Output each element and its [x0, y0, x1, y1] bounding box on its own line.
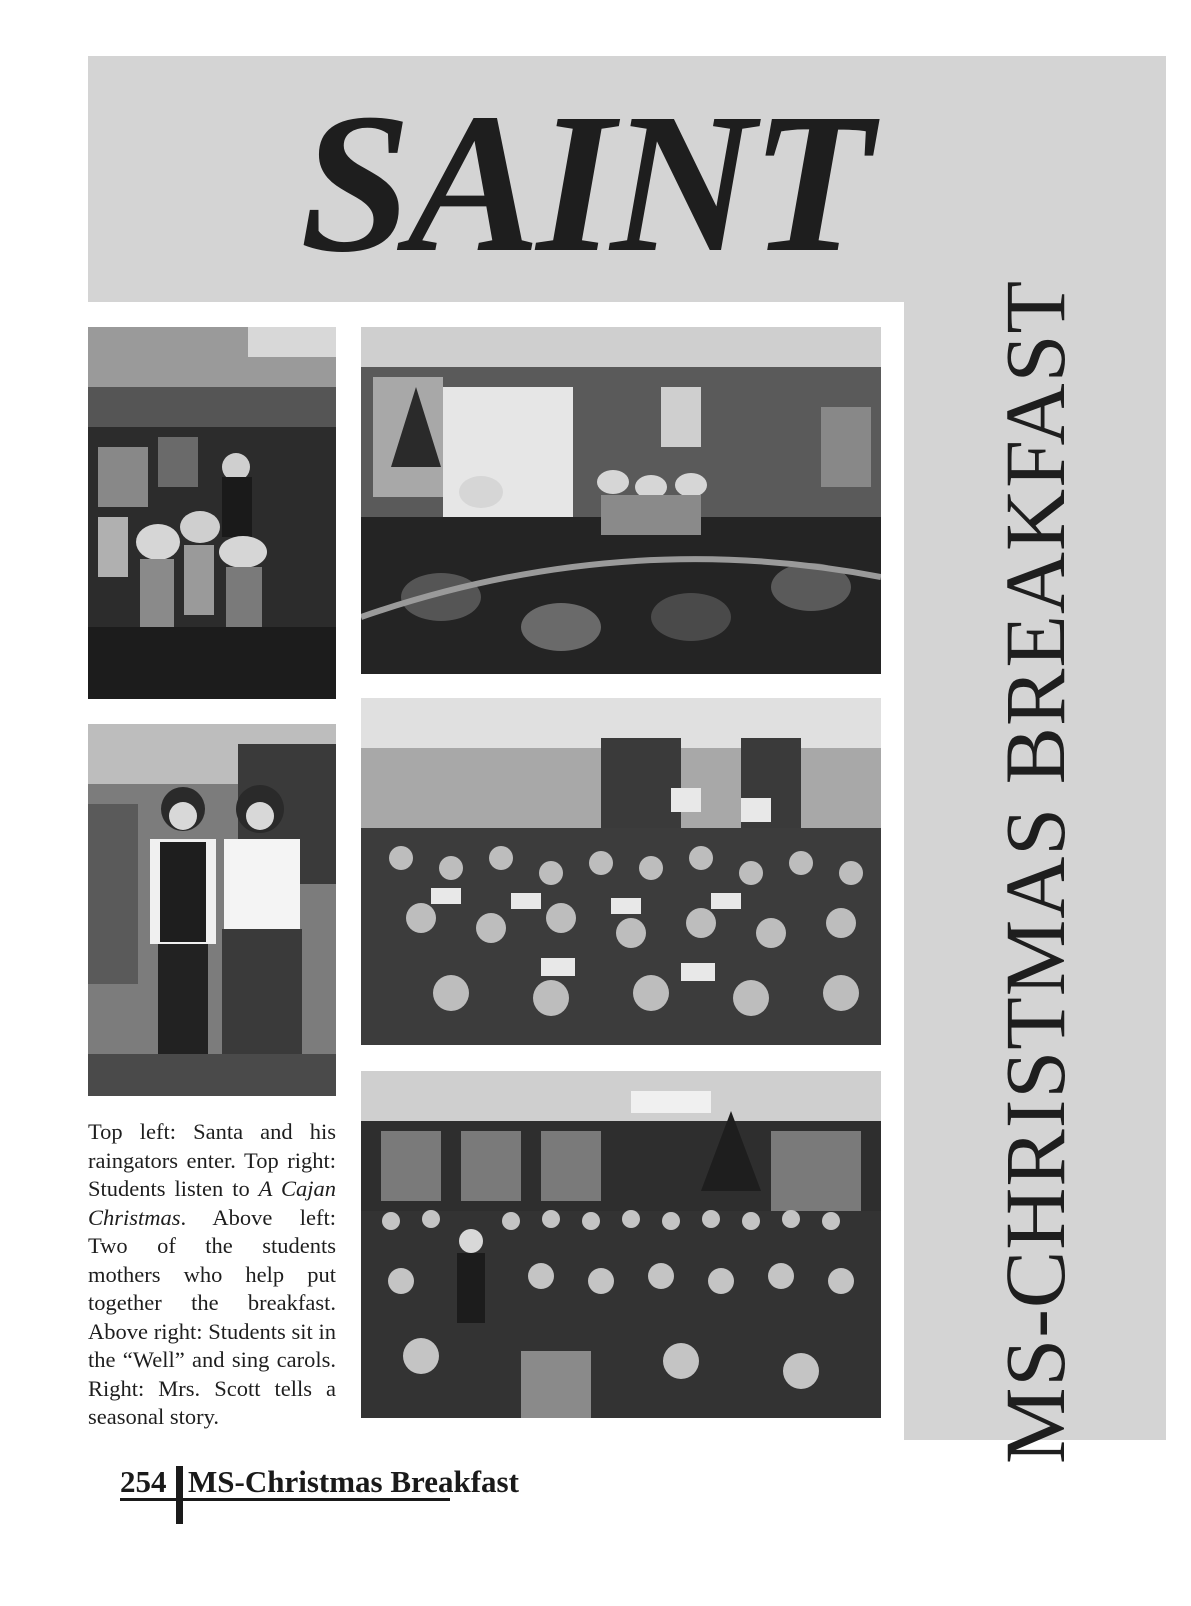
vertical-title-text: MS-CHRISTMAS BREAKFAST: [987, 279, 1083, 1465]
caption-play-title: A Cajan Christmas: [88, 1176, 336, 1230]
caption-text-2: . Above left: Two of the students mothers who help put together the breakfast. Above right: Students sit in the “Well” and sing carols. Right: Mrs. Scott tells a seasonal story.: [88, 1204, 336, 1429]
page-headline: SAINT: [300, 73, 870, 294]
section-name: MS-Christmas Breakfast: [188, 1464, 519, 1499]
photo-caption: [88, 1118, 336, 1438]
caption-text-1: Top left: Santa and his raingators enter. Top right: Students listen to: [88, 1119, 336, 1201]
photo-cajan-christmas: [361, 327, 881, 674]
photo-seasonal-story: [361, 1071, 881, 1418]
page-number: 254: [120, 1464, 167, 1499]
footer-bar: [176, 1466, 183, 1524]
vertical-title: [970, 279, 1100, 1465]
photo-mothers: [88, 724, 336, 1096]
photo-santa-raingators: [88, 327, 336, 699]
photo-students-singing: [361, 698, 881, 1045]
